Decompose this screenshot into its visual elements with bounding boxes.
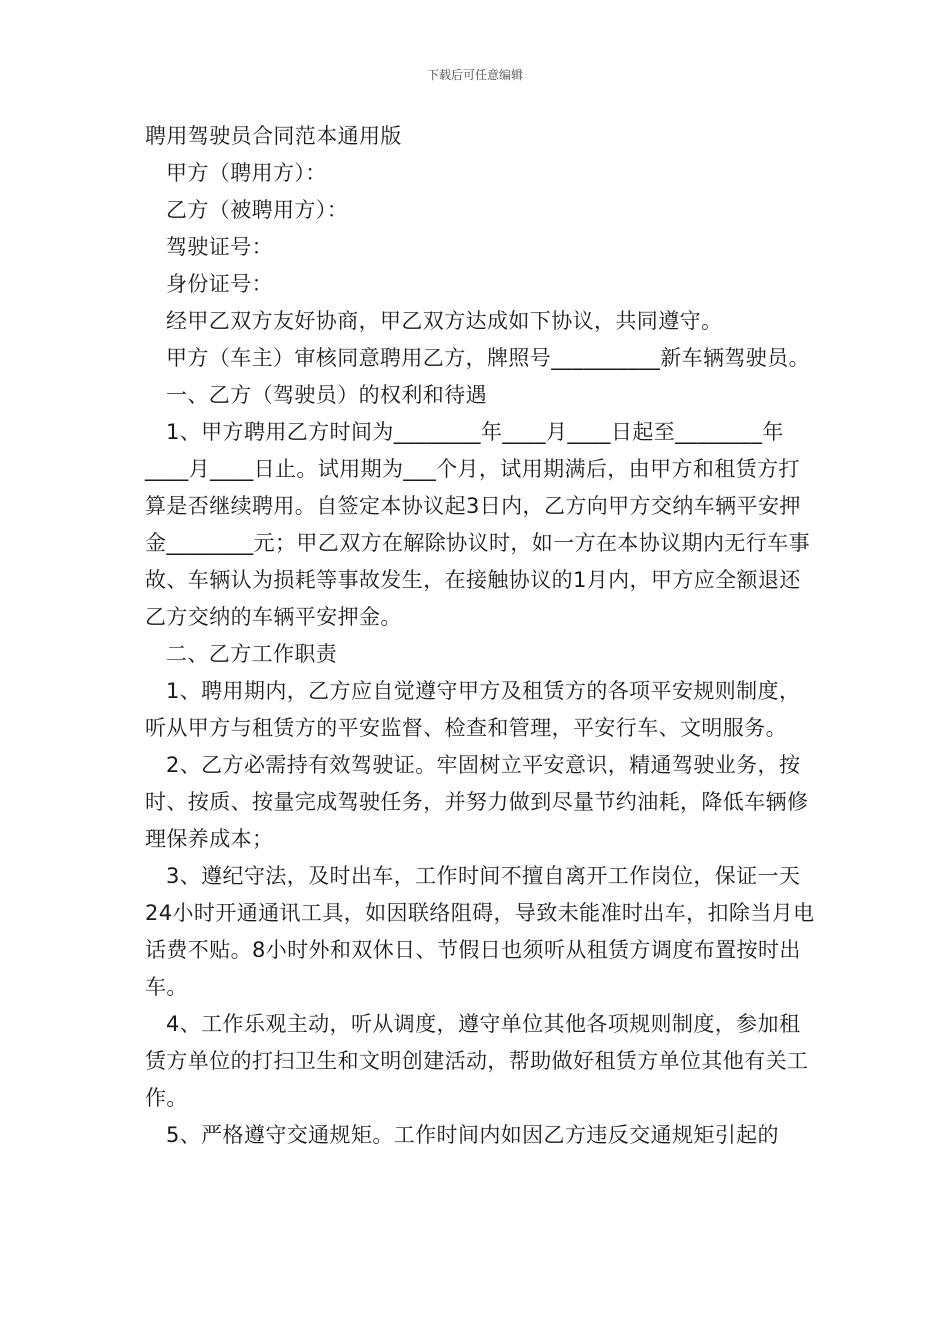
section-1-heading: 一、乙方（驾驶员）的权利和待遇 (166, 383, 487, 407)
section-1-item-1: 1、甲方聘用乙方时间为________年____月____日起至________年____月____日止。试用期为___个月，试用期满后，由甲方和租赁方打算是否继续聘用。自签定本协议起3日内，乙方向甲方交纳车辆平安押金________元；甲乙双方在解除协议时，如一方在本协议期内无行车事故、车辆认为损耗等事故发生，在接触协议的1月内，甲方应全额退还乙方交纳的车辆平安押金。 (145, 420, 810, 629)
party-a-line: 甲方（聘用方）： (166, 161, 327, 185)
contract-body (145, 118, 817, 1154)
page-header-note: 下载后可任意编辑 (426, 68, 523, 82)
section-2-item-1: 1、聘用期内，乙方应自觉遵守甲方及租赁方的各项平安规则制度，听从甲方与租赁方的平安监督、检查和管理，平安行车、文明服务。 (145, 679, 801, 740)
id-number-line: 身份证号： (166, 272, 273, 296)
section-2-item-2: 2、乙方必需持有效驾驶证。牢固树立平安意识，精通驾驶业务，按时、按质、按量完成驾驶任务，并努力做到尽量节约油耗，降低车辆修理保养成本； (145, 753, 809, 851)
document-title: 聘用驾驶员合同范本通用版 (145, 124, 402, 148)
license-number-line: 驾驶证号： (166, 235, 273, 259)
section-2-item-4: 4、工作乐观主动，听从调度，遵守单位其他各项规则制度，参加租赁方单位的打扫卫生和文明创建活动，帮助做好租赁方单位其他有关工作。 (145, 1012, 809, 1110)
party-b-line: 乙方（被聘用方）： (166, 198, 349, 222)
section-2-heading: 二、乙方工作职责 (166, 642, 338, 666)
clause-intro-paragraph: 甲方（车主）审核同意聘用乙方，牌照号__________新车辆驾驶员。 (166, 346, 810, 370)
section-2-item-5: 5、严格遵守交通规矩。工作时间内如因乙方违反交通规矩引起的 (166, 1123, 779, 1147)
intro-paragraph: 经甲乙双方友好协商，甲乙双方达成如下协议，共同遵守。 (166, 309, 723, 333)
section-2-item-3: 3、遵纪守法，及时出车，工作时间不擅自离开工作岗位，保证一天24小时开通通讯工具，如因联络阻碍，导致未能准时出车，扣除当月电话费不贴。8小时外和双休日、节假日也须听从租赁方调度布置按时出车。 (145, 864, 815, 999)
